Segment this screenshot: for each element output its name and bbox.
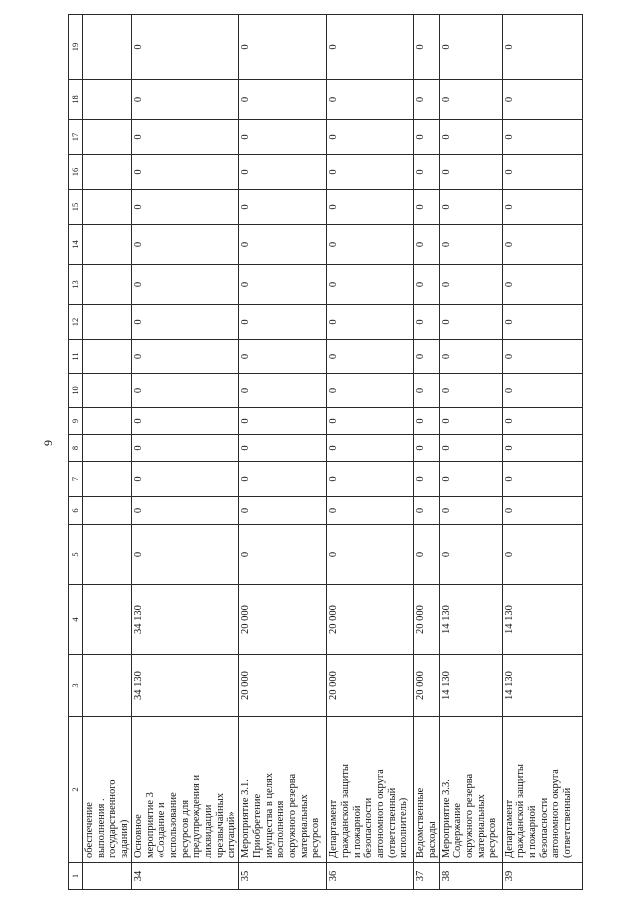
value-cell-col-13: 0 (327, 265, 414, 305)
value-cell-col-14: 0 (502, 225, 582, 265)
value-cell-col-3 (83, 655, 132, 717)
column-number-header-1: 1 (69, 863, 83, 890)
item-name-line: окружного резерва (286, 773, 298, 858)
value-cell-col-9 (83, 408, 132, 435)
value-cell-col-11: 0 (239, 340, 327, 374)
value-cell-col-14: 0 (439, 225, 502, 265)
value-cell-col-15: 0 (439, 190, 502, 225)
column-number-header-6: 6 (69, 497, 83, 525)
program-funding-table (68, 14, 583, 890)
program-funding-table-wrapper (68, 13, 574, 890)
value-cell-col-15 (83, 190, 132, 225)
value-cell-col-4: 20 000 (239, 585, 327, 655)
item-name-line: Мероприятие 3.3. (440, 779, 452, 858)
value-cell-col-14: 0 (239, 225, 327, 265)
item-name-line: предупреждения и (191, 774, 203, 858)
column-number-header-7: 7 (69, 462, 83, 497)
value-cell-col-12: 0 (502, 305, 582, 340)
value-cell-col-19: 0 (502, 15, 582, 80)
value-cell-col-5: 0 (439, 525, 502, 585)
item-name-line: ресурсов (487, 817, 499, 858)
value-cell-col-3: 14 130 (502, 655, 582, 717)
item-name-line: «Создание и (156, 802, 168, 858)
row-number-cell: 36 (327, 863, 414, 890)
value-cell-col-5: 0 (502, 525, 582, 585)
table-row (502, 15, 582, 890)
item-name-line: безопасности (363, 797, 375, 858)
value-cell-col-11 (83, 340, 132, 374)
value-cell-col-10: 0 (131, 374, 238, 408)
value-cell-col-5 (83, 525, 132, 585)
value-cell-col-9: 0 (414, 408, 439, 435)
value-cell-col-9: 0 (131, 408, 238, 435)
column-number-header-9: 9 (69, 408, 83, 435)
value-cell-col-6: 0 (502, 497, 582, 525)
value-cell-col-8: 0 (131, 435, 238, 462)
value-cell-col-16: 0 (439, 155, 502, 190)
value-cell-col-16: 0 (239, 155, 327, 190)
value-cell-col-16: 0 (414, 155, 439, 190)
value-cell-col-16: 0 (502, 155, 582, 190)
row-number-cell: 35 (239, 863, 327, 890)
column-number-header-16: 16 (69, 155, 83, 190)
value-cell-col-19: 0 (239, 15, 327, 80)
item-name-line: (ответственный (562, 787, 574, 858)
value-cell-col-6: 0 (439, 497, 502, 525)
item-name-line: и пожарной (351, 805, 363, 858)
value-cell-col-3: 34 130 (131, 655, 238, 717)
row-number-cell (83, 863, 132, 890)
item-name-line: чрезвычайных (214, 793, 226, 858)
item-name-cell (131, 717, 238, 863)
value-cell-col-5: 0 (239, 525, 327, 585)
item-name-line: Департамент (328, 799, 340, 858)
value-cell-col-12: 0 (327, 305, 414, 340)
column-number-header-12: 12 (69, 305, 83, 340)
value-cell-col-10: 0 (502, 374, 582, 408)
item-name-line: государственного (107, 779, 119, 858)
table-row (83, 15, 132, 890)
item-name-line: и пожарной (526, 805, 538, 858)
value-cell-col-19: 0 (414, 15, 439, 80)
value-cell-col-15: 0 (502, 190, 582, 225)
value-cell-col-12: 0 (239, 305, 327, 340)
item-name-line: выполнения . (95, 798, 107, 858)
column-number-header-10: 10 (69, 374, 83, 408)
value-cell-col-4: 14 130 (502, 585, 582, 655)
item-name-line: Мероприятие 3.1. (240, 779, 252, 858)
value-cell-col-19: 0 (327, 15, 414, 80)
value-cell-col-14: 0 (131, 225, 238, 265)
table-row (239, 15, 327, 890)
value-cell-col-6: 0 (327, 497, 414, 525)
item-name-line: гражданской защиты (515, 764, 527, 858)
value-cell-col-15: 0 (131, 190, 238, 225)
column-number-header-19: 19 (69, 15, 83, 80)
value-cell-col-12: 0 (414, 305, 439, 340)
column-number-header-2: 2 (69, 717, 83, 863)
item-name-line: гражданской защиты (339, 764, 351, 858)
value-cell-col-6 (83, 497, 132, 525)
value-cell-col-4 (83, 585, 132, 655)
column-number-header-17: 17 (69, 120, 83, 155)
item-name-cell (239, 717, 327, 863)
item-name-line: ликвидации (203, 804, 215, 858)
column-number-header-5: 5 (69, 525, 83, 585)
value-cell-col-17: 0 (327, 120, 414, 155)
item-name-line: расходы (426, 821, 438, 858)
column-number-header-14: 14 (69, 225, 83, 265)
row-number-cell: 39 (502, 863, 582, 890)
value-cell-col-3: 14 130 (439, 655, 502, 717)
value-cell-col-15: 0 (239, 190, 327, 225)
value-cell-col-18: 0 (502, 80, 582, 120)
value-cell-col-11: 0 (439, 340, 502, 374)
value-cell-col-14 (83, 225, 132, 265)
value-cell-col-10 (83, 374, 132, 408)
value-cell-col-3: 20 000 (327, 655, 414, 717)
value-cell-col-11: 0 (502, 340, 582, 374)
table-row (327, 15, 414, 890)
value-cell-col-7 (83, 462, 132, 497)
item-name-line: ситуаций» (226, 811, 238, 858)
value-cell-col-14: 0 (414, 225, 439, 265)
item-name-cell (502, 717, 582, 863)
value-cell-col-5: 0 (327, 525, 414, 585)
value-cell-col-3: 20 000 (414, 655, 439, 717)
item-name-line: исполнитель) (398, 797, 410, 858)
value-cell-col-5: 0 (131, 525, 238, 585)
column-number-header-4: 4 (69, 585, 83, 655)
value-cell-col-15: 0 (414, 190, 439, 225)
table-row (131, 15, 238, 890)
value-cell-col-16: 0 (131, 155, 238, 190)
value-cell-col-13: 0 (131, 265, 238, 305)
value-cell-col-8: 0 (502, 435, 582, 462)
value-cell-col-3: 20 000 (239, 655, 327, 717)
value-cell-col-9: 0 (327, 408, 414, 435)
value-cell-col-19: 0 (131, 15, 238, 80)
value-cell-col-11: 0 (414, 340, 439, 374)
value-cell-col-7: 0 (414, 462, 439, 497)
value-cell-col-10: 0 (239, 374, 327, 408)
value-cell-col-17: 0 (131, 120, 238, 155)
value-cell-col-6: 0 (131, 497, 238, 525)
column-number-header-11: 11 (69, 340, 83, 374)
value-cell-col-17: 0 (439, 120, 502, 155)
item-name-cell (414, 717, 439, 863)
item-name-line: использование (167, 792, 179, 858)
value-cell-col-6: 0 (239, 497, 327, 525)
value-cell-col-15: 0 (327, 190, 414, 225)
value-cell-col-9: 0 (439, 408, 502, 435)
value-cell-col-16 (83, 155, 132, 190)
value-cell-col-17 (83, 120, 132, 155)
item-name-line: (ответственный (386, 787, 398, 858)
item-name-line: Департамент (503, 799, 515, 858)
column-number-header-13: 13 (69, 265, 83, 305)
item-name-cell (83, 717, 132, 863)
item-name-line: автономного округа (550, 769, 562, 858)
value-cell-col-12 (83, 305, 132, 340)
item-name-cell (439, 717, 502, 863)
item-name-line: автономного округа (374, 769, 386, 858)
value-cell-col-18: 0 (131, 80, 238, 120)
item-name-line: Приобретение (251, 793, 263, 858)
value-cell-col-13: 0 (414, 265, 439, 305)
value-cell-col-9: 0 (502, 408, 582, 435)
value-cell-col-13 (83, 265, 132, 305)
value-cell-col-18: 0 (327, 80, 414, 120)
value-cell-col-7: 0 (327, 462, 414, 497)
value-cell-col-10: 0 (327, 374, 414, 408)
value-cell-col-5: 0 (414, 525, 439, 585)
value-cell-col-18: 0 (414, 80, 439, 120)
value-cell-col-7: 0 (502, 462, 582, 497)
value-cell-col-18 (83, 80, 132, 120)
value-cell-col-6: 0 (414, 497, 439, 525)
item-name-line: обеспечение (84, 802, 95, 858)
value-cell-col-4: 14 130 (439, 585, 502, 655)
value-cell-col-13: 0 (439, 265, 502, 305)
item-name-line: мероприятие 3 (144, 792, 156, 858)
value-cell-col-18: 0 (239, 80, 327, 120)
value-cell-col-7: 0 (239, 462, 327, 497)
value-cell-col-8: 0 (327, 435, 414, 462)
value-cell-col-18: 0 (439, 80, 502, 120)
value-cell-col-12: 0 (131, 305, 238, 340)
value-cell-col-13: 0 (239, 265, 327, 305)
column-number-row (69, 15, 83, 890)
value-cell-col-9: 0 (239, 408, 327, 435)
value-cell-col-10: 0 (414, 374, 439, 408)
item-name-line: окружного резерва (463, 773, 475, 858)
value-cell-col-8 (83, 435, 132, 462)
item-name-line: ресурсов для (179, 799, 191, 858)
value-cell-col-17: 0 (239, 120, 327, 155)
value-cell-col-13: 0 (502, 265, 582, 305)
row-number-cell: 34 (131, 863, 238, 890)
item-name-line: задания) (119, 819, 131, 858)
column-number-header-15: 15 (69, 190, 83, 225)
item-name-line: восполнения (275, 800, 287, 858)
item-name-line: безопасности (538, 797, 550, 858)
value-cell-col-4: 20 000 (327, 585, 414, 655)
value-cell-col-19: 0 (439, 15, 502, 80)
item-name-line: Ведомственные (415, 787, 427, 858)
item-name-line: Основное (132, 814, 144, 858)
row-number-cell: 38 (439, 863, 502, 890)
value-cell-col-11: 0 (131, 340, 238, 374)
value-cell-col-19 (83, 15, 132, 80)
page-number: 9 (41, 440, 55, 446)
table-row (414, 15, 439, 890)
table-row (439, 15, 502, 890)
value-cell-col-14: 0 (327, 225, 414, 265)
value-cell-col-7: 0 (439, 462, 502, 497)
value-cell-col-16: 0 (327, 155, 414, 190)
column-number-header-8: 8 (69, 435, 83, 462)
value-cell-col-10: 0 (439, 374, 502, 408)
value-cell-col-17: 0 (502, 120, 582, 155)
item-name-cell (327, 717, 414, 863)
item-name-line: материальных (475, 794, 487, 858)
row-number-cell: 37 (414, 863, 439, 890)
item-name-line: имущества в целях (263, 772, 275, 858)
value-cell-col-4: 34 130 (131, 585, 238, 655)
item-name-line: Содержание (452, 802, 464, 858)
value-cell-col-17: 0 (414, 120, 439, 155)
value-cell-col-12: 0 (439, 305, 502, 340)
column-number-header-3: 3 (69, 655, 83, 717)
value-cell-col-8: 0 (414, 435, 439, 462)
item-name-line: ресурсов (310, 817, 322, 858)
value-cell-col-8: 0 (239, 435, 327, 462)
item-name-line: материальных (298, 794, 310, 858)
value-cell-col-11: 0 (327, 340, 414, 374)
column-number-header-18: 18 (69, 80, 83, 120)
value-cell-col-4: 20 000 (414, 585, 439, 655)
value-cell-col-7: 0 (131, 462, 238, 497)
value-cell-col-8: 0 (439, 435, 502, 462)
